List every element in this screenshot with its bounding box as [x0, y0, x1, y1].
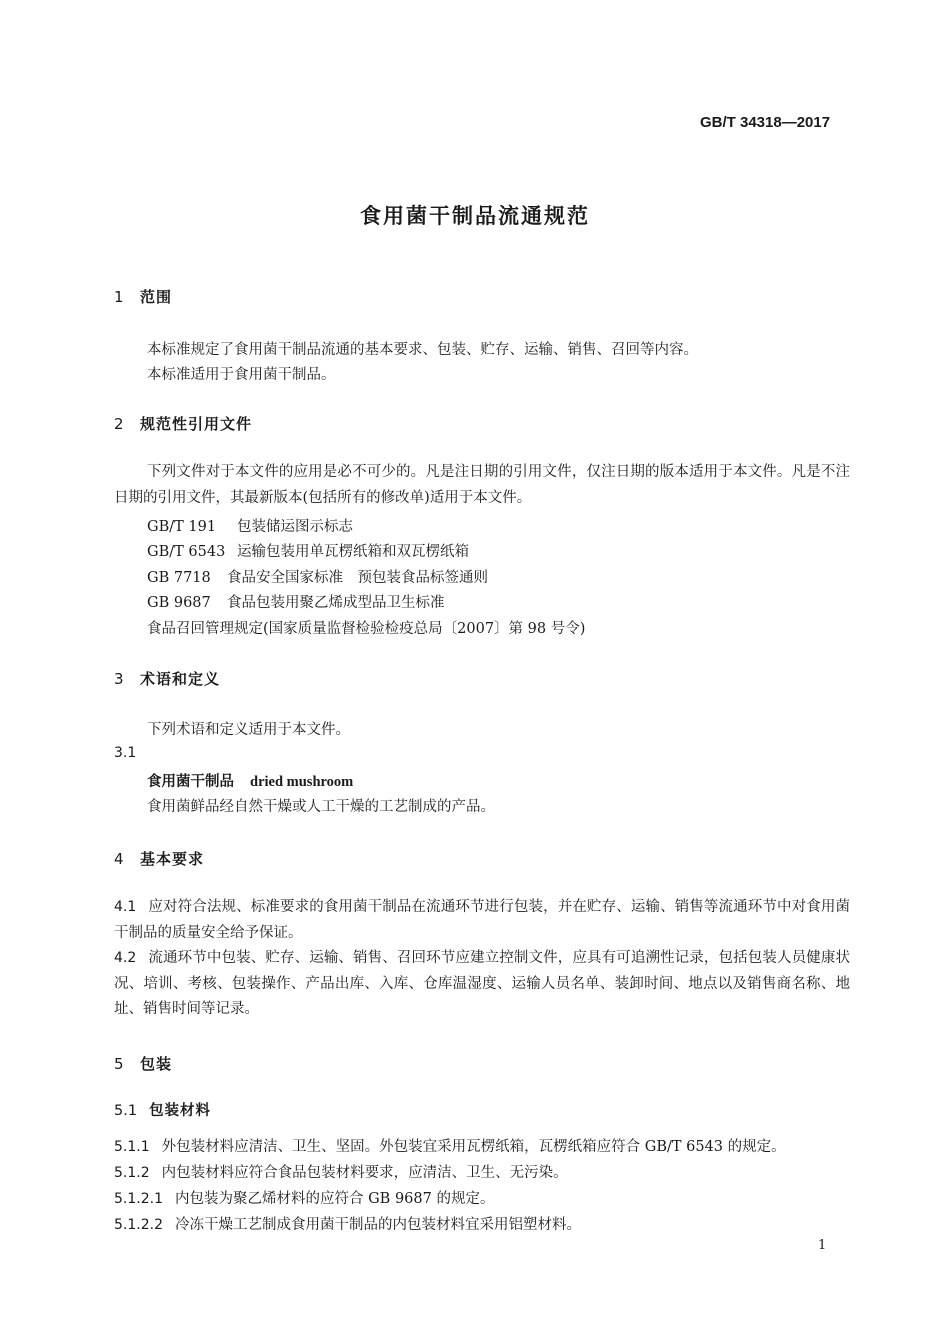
section-2-heading [114, 413, 252, 434]
reference-item [147, 591, 445, 612]
section-number: 2 [114, 415, 124, 433]
section-number: 4 [114, 850, 124, 868]
clause-text: 冷冻干燥工艺制成食用菌干制品的内包装材料宜采用铝塑材料。 [174, 1217, 581, 1233]
clause-number: 5.1.2.1 [114, 1191, 163, 1207]
section-3-heading [114, 668, 220, 689]
clause-text: 内包装为聚乙烯材料的应符合 GB 9687 的规定。 [174, 1191, 495, 1207]
paragraph: 本标准适用于食用菌干制品。 [147, 367, 336, 383]
section-1-heading [114, 286, 172, 307]
reference-item [147, 566, 488, 587]
term-chinese: 食用菌干制品 [147, 774, 234, 790]
section-number: 5 [114, 1055, 124, 1073]
reference-code: GB 9687 [147, 595, 211, 611]
clause [114, 1213, 581, 1234]
subsection-title: 包装材料 [149, 1103, 212, 1119]
clause [114, 1161, 568, 1182]
section-title: 基本要求 [140, 850, 205, 868]
section-title: 范围 [140, 288, 173, 306]
clause-number: 4.2 [114, 950, 137, 966]
reference-item [147, 540, 469, 561]
section-number: 3 [114, 670, 124, 688]
document-title: 食用菌干制品流通规范 [360, 204, 590, 228]
clause-number: 5.1.2 [114, 1165, 150, 1181]
term-number: 3.1 [114, 745, 137, 761]
clause [114, 895, 850, 946]
clause-number: 5.1.2.2 [114, 1217, 163, 1233]
section-title: 规范性引用文件 [140, 415, 253, 433]
clause-text: 内包装材料应符合食品包装材料要求，应清洁、卫生、无污染。 [161, 1165, 568, 1181]
term-definition: 食用菌鲜品经自然干燥或人工干燥的工艺制成的产品。 [147, 799, 495, 815]
section-number: 1 [114, 288, 124, 306]
section-4-heading [114, 848, 204, 869]
reference-item [147, 515, 353, 536]
reference-title: 食品包装用聚乙烯成型品卫生标准 [227, 595, 445, 611]
paragraph: 下列文件对于本文件的应用是必不可少的。凡是注日期的引用文件，仅注日期的版本适用于本文件。凡是不注日期的引用文件，其最新版本(包括所有的修改单)适用于本文件。 [114, 464, 850, 506]
clause-text: 应对符合法规、标准要求的食用菌干制品在流通环节进行包装，并在贮存、运输、销售等流通环节中对食用菌干制品的质量安全给予保证。 [114, 899, 850, 941]
subsection-number: 5.1 [114, 1103, 138, 1119]
term-entry [147, 770, 353, 791]
section-title: 包装 [140, 1055, 173, 1073]
clause-text: 流通环节中包装、贮存、运输、销售、召回环节应建立控制文件，应具有可追溯性记录，包括包装人员健康状况、培训、考核、包装操作、产品出库、入库、仓库温湿度、运输人员名单、装卸时间、地点以及销售商名称、地址、销售时间等记录。 [114, 950, 850, 1017]
clause-number: 4.1 [114, 899, 137, 915]
reference-item: 食品召回管理规定(国家质量监督检验检疫总局〔2007〕第 98 号令) [147, 621, 586, 637]
section-title: 术语和定义 [140, 670, 221, 688]
term-english: dried mushroom [250, 774, 354, 790]
standard-number: GB/T 34318—2017 [700, 114, 831, 131]
reference-code: GB 7718 [147, 570, 211, 586]
subsection-heading [114, 1099, 211, 1120]
clause-number: 5.1.1 [114, 1139, 150, 1155]
clause-text: 外包装材料应清洁、卫生、坚固。外包装宜采用瓦楞纸箱，瓦楞纸箱应符合 GB/T 6543 的规定。 [161, 1139, 786, 1155]
paragraph: 下列术语和定义适用于本文件。 [147, 722, 350, 738]
paragraph: 本标准规定了食用菌干制品流通的基本要求、包装、贮存、运输、销售、召回等内容。 [147, 342, 698, 358]
reference-code: GB/T 191 [147, 519, 217, 535]
section-5-heading [114, 1053, 172, 1074]
reference-title: 运输包装用单瓦楞纸箱和双瓦楞纸箱 [237, 544, 469, 560]
clause [114, 946, 850, 1023]
reference-code: GB/T 6543 [147, 544, 226, 560]
reference-title: 包装储运图示标志 [237, 519, 353, 535]
reference-title: 食品安全国家标准 预包装食品标签通则 [227, 570, 488, 586]
page-number: 1 [818, 1238, 827, 1253]
clause [114, 1135, 786, 1156]
clause [114, 1187, 494, 1208]
